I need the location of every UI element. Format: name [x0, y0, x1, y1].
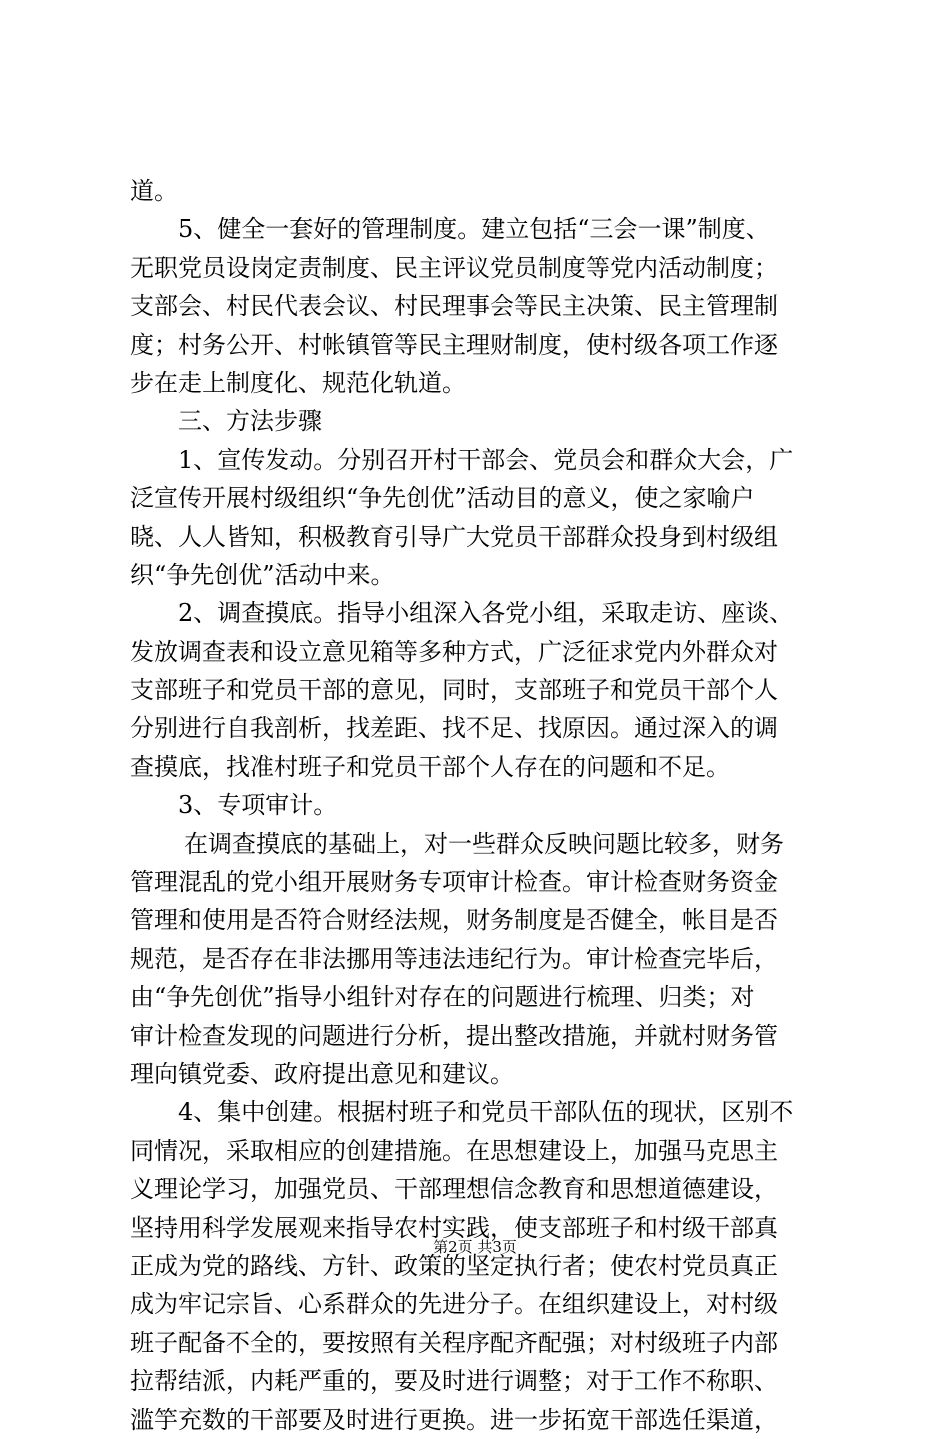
text-line: 理向镇党委、政府提出意见和建议。	[130, 1059, 514, 1088]
text-line: 1、宣传发动。分别召开村干部会、党员会和群众大会，广	[178, 445, 794, 474]
text-line: 管理混乱的党小组开展财务专项审计检查。审计检查财务资金	[130, 868, 778, 897]
text-line: 拉帮结派，内耗严重的，要及时进行调整；对于工作不称职、	[130, 1367, 778, 1396]
text-line: 由“争先创优”指导小组针对存在的问题进行梳理、归类；对	[130, 983, 755, 1012]
text-line: 义理论学习，加强党员、干部理想信念教育和思想道德建设，	[130, 1175, 778, 1204]
text-line: 审计检查发现的问题进行分析，提出整改措施，并就村财务管	[130, 1021, 778, 1050]
text-line: 正成为党的路线、方针、政策的坚定执行者；使农村党员真正	[130, 1251, 778, 1280]
text-line: 道。	[130, 177, 178, 205]
text-line: 成为牢记宗旨、心系群众的先进分子。在组织建设上，对村级	[130, 1290, 778, 1319]
text-line: 度；村务公开、村帐镇管等民主理财制度，使村级各项工作逐	[130, 330, 778, 359]
text-line: 泛宣传开展村级组织“争先创优”活动目的意义，使之家喻户	[130, 484, 755, 513]
text-line: 晓、人人皆知，积极教育引导广大党员干部群众投身到村级组	[130, 522, 778, 551]
text-line: 滥竽充数的干部要及时进行更换。进一步拓宽干部选任渠道，	[130, 1405, 778, 1434]
text-line: 发放调查表和设立意见箱等多种方式，广泛征求党内外群众对	[130, 637, 778, 666]
text-line: 支部会、村民代表会议、村民理事会等民主决策、民主管理制	[130, 292, 778, 321]
text-line: 在调查摸底的基础上，对一些群众反映问题比较多，财务	[184, 829, 784, 858]
text-line: 2、调查摸底。指导小组深入各党小组，采取走访、座谈、	[178, 599, 794, 628]
text-line: 班子配备不全的，要按照有关程序配齐配强；对村级班子内部	[130, 1328, 778, 1357]
section-heading: 三、方法步骤	[178, 407, 322, 436]
text-line: 5、健全一套好的管理制度。建立包括“三会一课”制度、	[178, 215, 770, 244]
text-line: 同情况，采取相应的创建措施。在思想建设上，加强马克思主	[130, 1136, 778, 1165]
text-line: 无职党员设岗定责制度、民主评议党员制度等党内活动制度；	[130, 253, 778, 282]
text-line: 查摸底，找准村班子和党员干部个人存在的问题和不足。	[130, 752, 730, 781]
text-line: 坚持用科学发展观来指导农村实践，使支部班子和村级干部真	[130, 1213, 778, 1242]
text-line: 步在走上制度化、规范化轨道。	[130, 368, 466, 397]
text-line: 支部班子和党员干部的意见，同时，支部班子和党员干部个人	[130, 676, 778, 705]
page-number-footer: 第2页 共3页	[433, 1238, 517, 1256]
text-line: 4、集中创建。根据村班子和党员干部队伍的现状，区别不	[178, 1098, 794, 1127]
text-line: 3、专项审计。	[178, 791, 338, 820]
text-line: 规范，是否存在非法挪用等违法违纪行为。审计检查完毕后，	[130, 944, 778, 973]
text-line: 管理和使用是否符合财经法规，财务制度是否健全，帐目是否	[130, 906, 778, 935]
text-line: 织“争先创优”活动中来。	[130, 560, 395, 589]
text-line: 分别进行自我剖析，找差距、找不足、找原因。通过深入的调	[130, 714, 778, 743]
